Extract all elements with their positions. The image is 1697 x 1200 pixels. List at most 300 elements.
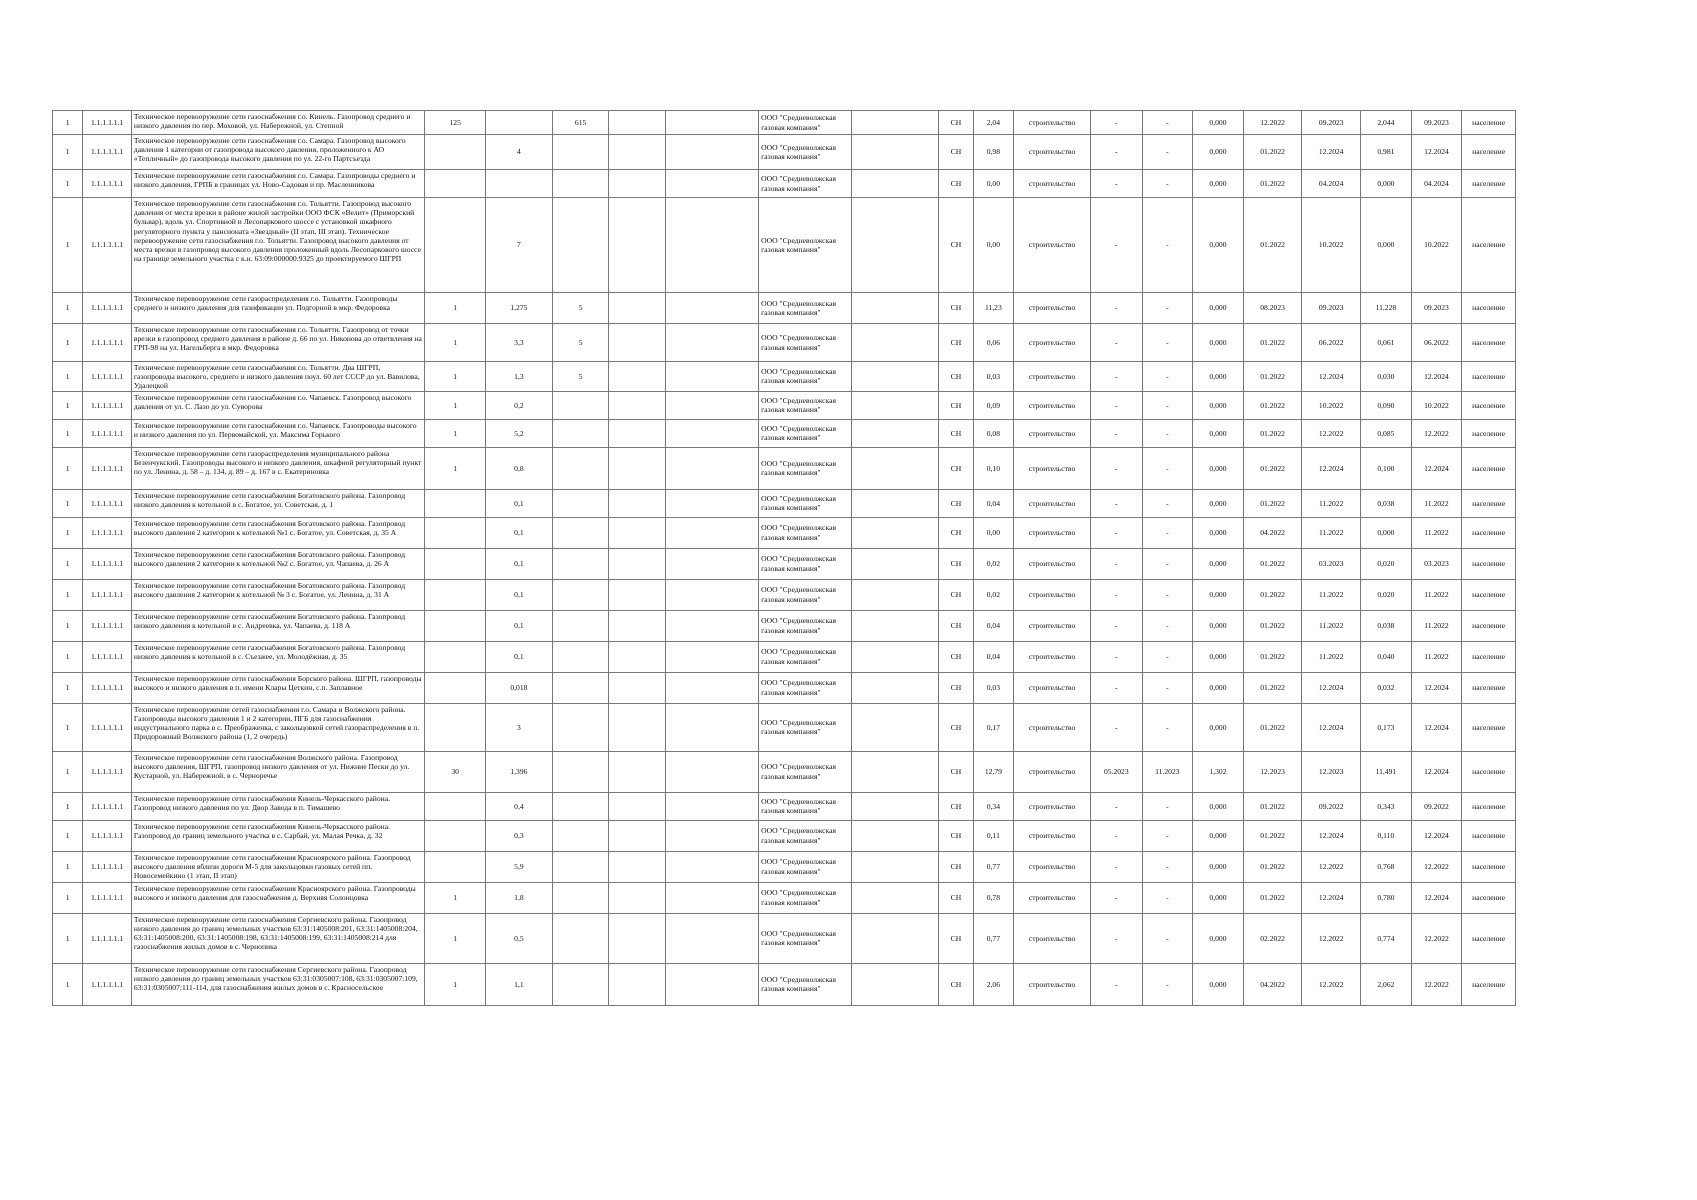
capacity-cell: 5 [552,362,609,392]
row-code-cell: 1.1.1.1.1.1 [83,672,132,703]
plan-end-cell: 10.2022 [1302,198,1361,293]
consumer-cell: население [1462,641,1516,672]
table-row [53,882,1516,913]
start-date-cell: 05.2023 [1091,751,1143,792]
col-7-cell [609,135,666,170]
quantity-1-cell [425,517,486,548]
plan-end-cell: 10.2022 [1302,391,1361,419]
consumer-cell: население [1462,820,1516,851]
quantity-1-cell [425,820,486,851]
voltage-class-cell: СН [939,111,973,135]
capacity-cell [552,851,609,882]
row-code-cell: 1.1.1.1.1.1 [83,135,132,170]
amount-cell: 0,000 [1193,548,1244,579]
organization-cell: ООО "Средневолжская газовая компания" [759,489,852,517]
work-type-cell: строительство [1014,135,1091,170]
table-row [53,362,1516,392]
col-10-cell [852,820,939,851]
consumer-cell: население [1462,362,1516,392]
col-8-cell [666,391,759,419]
project-name-cell: Техническое перевооружение сетей газоснабжения г.о. Самара и Волжского района. Газопроводы высокого давления 1 и 2 категории, ПГБ для газоснабжения индустриального парка в с. Преображенка, с закольцовкой сетей газораспределения в п. Придорожный Волжского района (1, 2 очередь) [131,703,424,751]
end-date-cell: - [1142,362,1193,392]
organization-cell: ООО "Средневолжская газовая компания" [759,672,852,703]
table-row [53,489,1516,517]
col-8-cell [666,135,759,170]
voltage-class-cell: СН [939,851,973,882]
col-8-cell [666,792,759,820]
col-10-cell [852,913,939,963]
investment-program-table [52,110,1516,1006]
start-date-cell: - [1091,882,1143,913]
capacity-cell [552,882,609,913]
col-10-cell [852,293,939,324]
project-name-cell: Техническое перевооружение сети газоснабжения Сергиевского района. Газопровод низкого давления до границ земельных участков 63:31:0305007:108, 63:31:0305007:109, 63:31:0305007:111-114, для газоснабжения жилых домов в с. Красносельское [131,963,424,1005]
organization-cell: ООО "Средневолжская газовая компания" [759,447,852,489]
cost-cell: 0,06 [973,324,1013,362]
total-cost-cell: 11,491 [1361,751,1412,792]
completion-cell: 12.2022 [1411,851,1462,882]
table-row [53,703,1516,751]
capacity-cell [552,641,609,672]
col-10-cell [852,851,939,882]
organization-cell: ООО "Средневолжская газовая компания" [759,111,852,135]
col-7-cell [609,579,666,610]
length-km-cell: 3 [486,703,553,751]
total-cost-cell: 0,000 [1361,170,1412,198]
capacity-cell [552,579,609,610]
work-type-cell: строительство [1014,362,1091,392]
completion-cell: 04.2024 [1411,170,1462,198]
row-code-cell: 1.1.1.1.1.1 [83,882,132,913]
row-code-cell: 1.1.1.1.1.1 [83,751,132,792]
col-7-cell [609,548,666,579]
quantity-1-cell: 1 [425,362,486,392]
plan-end-cell: 09.2023 [1302,293,1361,324]
start-date-cell: - [1091,447,1143,489]
length-km-cell: 0,5 [486,913,553,963]
plan-start-cell: 01.2022 [1243,882,1302,913]
capacity-cell [552,170,609,198]
total-cost-cell: 0,100 [1361,447,1412,489]
quantity-1-cell [425,792,486,820]
col-8-cell [666,324,759,362]
cost-cell: 0,02 [973,579,1013,610]
plan-start-cell: 01.2022 [1243,820,1302,851]
consumer-cell: население [1462,170,1516,198]
quantity-1-cell: 1 [425,293,486,324]
plan-start-cell: 01.2022 [1243,641,1302,672]
total-cost-cell: 0,000 [1361,517,1412,548]
col-7-cell [609,362,666,392]
plan-start-cell: 04.2022 [1243,517,1302,548]
quantity-1-cell: 1 [425,963,486,1005]
start-date-cell: - [1091,579,1143,610]
completion-cell: 11.2022 [1411,641,1462,672]
table-row [53,111,1516,135]
consumer-cell: население [1462,672,1516,703]
cost-cell: 0,04 [973,610,1013,641]
consumer-cell: население [1462,391,1516,419]
consumer-cell: население [1462,419,1516,447]
col-10-cell [852,362,939,392]
plan-end-cell: 12.2022 [1302,963,1361,1005]
col-7-cell [609,703,666,751]
organization-cell: ООО "Средневолжская газовая компания" [759,548,852,579]
work-type-cell: строительство [1014,610,1091,641]
end-date-cell: - [1142,792,1193,820]
quantity-1-cell: 30 [425,751,486,792]
voltage-class-cell: СН [939,792,973,820]
cost-cell: 0,00 [973,170,1013,198]
quantity-1-cell: 1 [425,324,486,362]
completion-cell: 12.2022 [1411,963,1462,1005]
col-7-cell [609,851,666,882]
table-row [53,548,1516,579]
start-date-cell: - [1091,548,1143,579]
work-type-cell: строительство [1014,792,1091,820]
plan-start-cell: 01.2022 [1243,324,1302,362]
quantity-1-cell: 1 [425,419,486,447]
end-date-cell: - [1142,447,1193,489]
completion-cell: 11.2022 [1411,517,1462,548]
completion-cell: 12.2022 [1411,419,1462,447]
plan-start-cell: 01.2022 [1243,792,1302,820]
length-km-cell: 7 [486,198,553,293]
voltage-class-cell: СН [939,293,973,324]
cost-cell: 2,04 [973,111,1013,135]
table-row [53,324,1516,362]
voltage-class-cell: СН [939,882,973,913]
plan-start-cell: 01.2022 [1243,391,1302,419]
row-number-cell: 1 [53,324,83,362]
plan-end-cell: 12.2024 [1302,362,1361,392]
plan-start-cell: 01.2022 [1243,851,1302,882]
plan-end-cell: 11.2022 [1302,579,1361,610]
col-10-cell [852,517,939,548]
start-date-cell: - [1091,362,1143,392]
start-date-cell: - [1091,135,1143,170]
length-km-cell: 0,1 [486,548,553,579]
row-number-cell: 1 [53,517,83,548]
amount-cell: 0,000 [1193,419,1244,447]
total-cost-cell: 0,110 [1361,820,1412,851]
work-type-cell: строительство [1014,198,1091,293]
col-10-cell [852,324,939,362]
consumer-cell: население [1462,324,1516,362]
project-name-cell: Техническое перевооружение сети газоснабжения г.о. Тольятти. Газопровод от точки врезки в газопровод среднего давления в районе д. 66 по ул. Никонова до ответвления на ГРП-98 на ул. Нагельберга в мкр. Федоровка [131,324,424,362]
start-date-cell: - [1091,517,1143,548]
cost-cell: 0,08 [973,419,1013,447]
project-name-cell: Техническое перевооружение сети газоснабжения Волжского района. Газопровод высокого давления, ШГРП, газопровод низкого давления от ул. Нижние Пески до ул. Кустарной, ул. Набережной, в с. Черноречье [131,751,424,792]
table-row [53,610,1516,641]
quantity-1-cell: 1 [425,882,486,913]
row-code-cell: 1.1.1.1.1.1 [83,362,132,392]
row-code-cell: 1.1.1.1.1.1 [83,324,132,362]
table-row [53,391,1516,419]
row-number-cell: 1 [53,362,83,392]
amount-cell: 0,000 [1193,579,1244,610]
plan-end-cell: 12.2024 [1302,672,1361,703]
project-name-cell: Техническое перевооружение сети газоснабжения Богатовского района. Газопровод низкого давления к котельной в с. Андреевка, ул. Чапаева, д. 118 А [131,610,424,641]
organization-cell: ООО "Средневолжская газовая компания" [759,963,852,1005]
consumer-cell: население [1462,882,1516,913]
table-row [53,419,1516,447]
end-date-cell: - [1142,324,1193,362]
col-7-cell [609,610,666,641]
table-row [53,913,1516,963]
col-10-cell [852,751,939,792]
completion-cell: 12.2024 [1411,362,1462,392]
length-km-cell: 5,9 [486,851,553,882]
length-km-cell: 5,2 [486,419,553,447]
table-row [53,198,1516,293]
capacity-cell [552,751,609,792]
table-row [53,851,1516,882]
total-cost-cell: 0,173 [1361,703,1412,751]
plan-end-cell: 11.2022 [1302,517,1361,548]
voltage-class-cell: СН [939,517,973,548]
quantity-1-cell [425,135,486,170]
work-type-cell: строительство [1014,641,1091,672]
plan-start-cell: 01.2022 [1243,198,1302,293]
row-number-cell: 1 [53,913,83,963]
consumer-cell: население [1462,851,1516,882]
cost-cell: 0,03 [973,362,1013,392]
row-code-cell: 1.1.1.1.1.1 [83,703,132,751]
amount-cell: 0,000 [1193,703,1244,751]
capacity-cell [552,198,609,293]
table-row [53,792,1516,820]
col-8-cell [666,447,759,489]
total-cost-cell: 2,044 [1361,111,1412,135]
project-name-cell: Техническое перевооружение сети газоснабжения г.о. Кинель. Газопровод среднего и низкого давления по пер. Моховой, ул. Набережной, ул. Степной [131,111,424,135]
plan-end-cell: 03.2023 [1302,548,1361,579]
col-7-cell [609,170,666,198]
length-km-cell [486,170,553,198]
consumer-cell: население [1462,111,1516,135]
work-type-cell: строительство [1014,882,1091,913]
start-date-cell: - [1091,703,1143,751]
row-code-cell: 1.1.1.1.1.1 [83,419,132,447]
col-8-cell [666,610,759,641]
project-name-cell: Техническое перевооружение сети газоснабжения Богатовского района. Газопровод низкого давления к котельной в с. Богатое, ул. Советская, д. 1 [131,489,424,517]
col-7-cell [609,391,666,419]
total-cost-cell: 0,780 [1361,882,1412,913]
voltage-class-cell: СН [939,751,973,792]
voltage-class-cell: СН [939,672,973,703]
start-date-cell: - [1091,489,1143,517]
col-7-cell [609,198,666,293]
organization-cell: ООО "Средневолжская газовая компания" [759,913,852,963]
cost-cell: 0,10 [973,447,1013,489]
cost-cell: 0,09 [973,391,1013,419]
end-date-cell: - [1142,135,1193,170]
quantity-1-cell: 1 [425,913,486,963]
length-km-cell: 0,018 [486,672,553,703]
length-km-cell: 1,1 [486,963,553,1005]
cost-cell: 0,17 [973,703,1013,751]
plan-start-cell: 08.2023 [1243,293,1302,324]
end-date-cell: 11.2023 [1142,751,1193,792]
project-name-cell: Техническое перевооружение сети газораспределения г.о. Тольятти. Газопроводы среднего и низкого давления для газификации ул. Подгорной в мкр. Федоровка [131,293,424,324]
voltage-class-cell: СН [939,579,973,610]
project-name-cell: Техническое перевооружение сети газоснабжения Красноярского района. Газопровод высокого давления вблизи дороги М-5 для закольцовки газовых сетей пп. Новосемейкино (1 этап, II этап) [131,851,424,882]
col-8-cell [666,419,759,447]
length-km-cell [486,111,553,135]
col-10-cell [852,641,939,672]
start-date-cell: - [1091,792,1143,820]
plan-start-cell: 01.2022 [1243,703,1302,751]
col-10-cell [852,447,939,489]
col-7-cell [609,419,666,447]
start-date-cell: - [1091,963,1143,1005]
completion-cell: 12.2024 [1411,751,1462,792]
end-date-cell: - [1142,820,1193,851]
row-number-cell: 1 [53,111,83,135]
voltage-class-cell: СН [939,135,973,170]
table-body [53,111,1516,1006]
cost-cell: 0,04 [973,641,1013,672]
amount-cell: 0,000 [1193,293,1244,324]
col-10-cell [852,548,939,579]
col-8-cell [666,751,759,792]
row-code-cell: 1.1.1.1.1.1 [83,963,132,1005]
length-km-cell: 0,1 [486,579,553,610]
quantity-1-cell [425,851,486,882]
total-cost-cell: 2,062 [1361,963,1412,1005]
total-cost-cell: 0,038 [1361,489,1412,517]
completion-cell: 09.2022 [1411,792,1462,820]
capacity-cell: 615 [552,111,609,135]
consumer-cell: население [1462,913,1516,963]
amount-cell: 0,000 [1193,963,1244,1005]
col-7-cell [609,820,666,851]
col-8-cell [666,293,759,324]
end-date-cell: - [1142,672,1193,703]
end-date-cell: - [1142,170,1193,198]
project-name-cell: Техническое перевооружение сети газоснабжения г.о. Самара. Газопровод высокого давления 1 категории от газопровода высокого давления, проложенного к АО «Тепличный» до газопровода высокого давления по ул. 22-го Партсъезда [131,135,424,170]
completion-cell: 12.2022 [1411,913,1462,963]
col-7-cell [609,792,666,820]
table-row [53,641,1516,672]
plan-start-cell: 01.2022 [1243,170,1302,198]
consumer-cell: население [1462,489,1516,517]
col-8-cell [666,882,759,913]
col-8-cell [666,489,759,517]
row-code-cell: 1.1.1.1.1.1 [83,517,132,548]
work-type-cell: строительство [1014,517,1091,548]
completion-cell: 11.2022 [1411,579,1462,610]
start-date-cell: - [1091,324,1143,362]
total-cost-cell: 0,085 [1361,419,1412,447]
end-date-cell: - [1142,293,1193,324]
length-km-cell: 0,1 [486,610,553,641]
row-number-cell: 1 [53,610,83,641]
row-code-cell: 1.1.1.1.1.1 [83,641,132,672]
col-7-cell [609,293,666,324]
work-type-cell: строительство [1014,913,1091,963]
cost-cell: 0,02 [973,548,1013,579]
cost-cell: 2,06 [973,963,1013,1005]
organization-cell: ООО "Средневолжская газовая компания" [759,851,852,882]
organization-cell: ООО "Средневолжская газовая компания" [759,362,852,392]
voltage-class-cell: СН [939,447,973,489]
col-10-cell [852,198,939,293]
plan-start-cell: 12.2023 [1243,751,1302,792]
work-type-cell: строительство [1014,293,1091,324]
cost-cell: 0,77 [973,913,1013,963]
row-number-cell: 1 [53,751,83,792]
work-type-cell: строительство [1014,391,1091,419]
end-date-cell: - [1142,548,1193,579]
project-name-cell: Техническое перевооружение сети газоснабжения Богатовского района. Газопровод высокого давления 2 категории к котельной № 3 с. Богатое, ул. Ленина, д. 31 А [131,579,424,610]
plan-end-cell: 12.2024 [1302,820,1361,851]
end-date-cell: - [1142,913,1193,963]
amount-cell: 0,000 [1193,447,1244,489]
work-type-cell: строительство [1014,579,1091,610]
amount-cell: 0,000 [1193,517,1244,548]
row-code-cell: 1.1.1.1.1.1 [83,489,132,517]
amount-cell: 0,000 [1193,851,1244,882]
cost-cell: 12,79 [973,751,1013,792]
project-name-cell: Техническое перевооружение сети газоснабжения Борского района. ШГРП, газопроводы высокого и низкого давления в п. имени Клары Цеткин, с.п. Заплавное [131,672,424,703]
plan-end-cell: 12.2024 [1302,882,1361,913]
completion-cell: 09.2023 [1411,111,1462,135]
organization-cell: ООО "Средневолжская газовая компания" [759,391,852,419]
quantity-1-cell [425,579,486,610]
length-km-cell: 1,3 [486,362,553,392]
col-10-cell [852,391,939,419]
col-10-cell [852,882,939,913]
voltage-class-cell: СН [939,641,973,672]
col-10-cell [852,111,939,135]
start-date-cell: - [1091,293,1143,324]
col-8-cell [666,111,759,135]
length-km-cell: 0,1 [486,641,553,672]
col-10-cell [852,792,939,820]
plan-end-cell: 12.2023 [1302,751,1361,792]
cost-cell: 0,00 [973,198,1013,293]
col-8-cell [666,672,759,703]
quantity-1-cell [425,672,486,703]
capacity-cell: 5 [552,324,609,362]
col-7-cell [609,882,666,913]
amount-cell: 0,000 [1193,610,1244,641]
capacity-cell [552,672,609,703]
project-name-cell: Техническое перевооружение сети газоснабжения Богатовского района. Газопровод высокого давления 2 категории к котельной №1 с. Богатое, ул. Советская, д. 35 А [131,517,424,548]
work-type-cell: строительство [1014,703,1091,751]
capacity-cell [552,820,609,851]
table-row [53,579,1516,610]
work-type-cell: строительство [1014,170,1091,198]
start-date-cell: - [1091,391,1143,419]
quantity-1-cell [425,198,486,293]
row-code-cell: 1.1.1.1.1.1 [83,851,132,882]
plan-start-cell: 01.2022 [1243,672,1302,703]
project-name-cell: Техническое перевооружение сети газоснабжения г.о. Чапаевск. Газопровод высокого давления от ул. С. Лазо до ул. Суворова [131,391,424,419]
project-name-cell: Техническое перевооружение сети газоснабжения Кинель-Черкасского района. Газопровод до границ земельного участка в с. Сарбай, ул. Малая Речка, д. 32 [131,820,424,851]
completion-cell: 10.2022 [1411,198,1462,293]
voltage-class-cell: СН [939,548,973,579]
plan-start-cell: 01.2022 [1243,135,1302,170]
cost-cell: 0,77 [973,851,1013,882]
start-date-cell: - [1091,913,1143,963]
quantity-1-cell [425,610,486,641]
project-name-cell: Техническое перевооружение сети газоснабжения Кинель-Черкасского района. Газопровод низкого давления по ул. Двор Завода в п. Тимашево [131,792,424,820]
plan-start-cell: 01.2022 [1243,548,1302,579]
start-date-cell: - [1091,820,1143,851]
col-7-cell [609,672,666,703]
